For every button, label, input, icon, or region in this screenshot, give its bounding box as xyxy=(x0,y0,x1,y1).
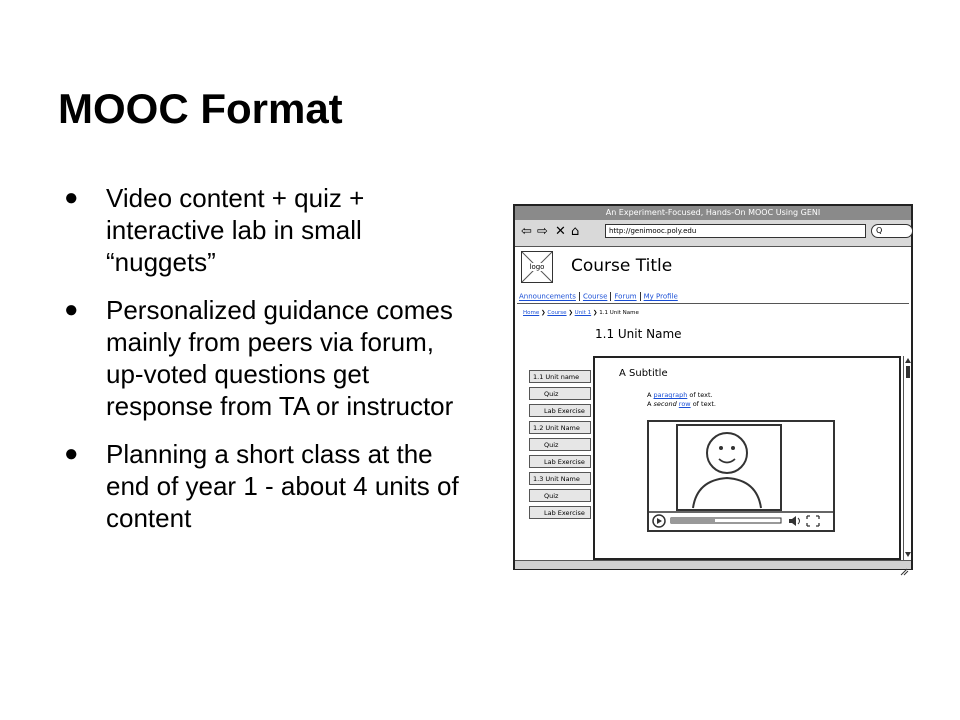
window-title-bar: An Experiment-Focused, Hands-On MOOC Using GENI xyxy=(515,206,911,220)
site-nav xyxy=(519,292,678,301)
bullet-text: Personalized guidance comes mainly from peers via forum, up-voted questions get response from TA or instructor xyxy=(106,295,454,421)
text-fragment: of text. xyxy=(692,400,716,408)
person-head-icon xyxy=(707,433,747,473)
person-eye-icon xyxy=(719,446,723,450)
url-bar[interactable]: http://genimooc.poly.edu xyxy=(605,224,866,238)
row-link[interactable]: row xyxy=(678,400,691,408)
bullet-item xyxy=(62,182,462,278)
content-text xyxy=(647,391,716,409)
logo-placeholder xyxy=(521,251,553,283)
unit-heading: 1.1 Unit Name xyxy=(595,327,682,341)
paragraph-link[interactable]: paragraph xyxy=(653,391,688,399)
slide-title: MOOC Format xyxy=(58,85,343,132)
bullet-item xyxy=(62,438,462,534)
bullet-icon: ● xyxy=(64,184,79,211)
breadcrumb-course[interactable]: Course xyxy=(547,310,567,316)
chevron-right-icon: ❯ xyxy=(592,310,598,316)
volume-wave-icon xyxy=(798,518,800,524)
breadcrumb-unit[interactable]: Unit 1 xyxy=(574,310,592,316)
text-fragment: A xyxy=(647,400,652,408)
breadcrumb-home[interactable]: Home xyxy=(523,310,540,316)
vertical-scrollbar[interactable] xyxy=(903,356,912,560)
browser-toolbar xyxy=(515,220,911,247)
scrollbar-graphic xyxy=(904,356,912,560)
bullet-text: Video content + quiz + interactive lab in small “nuggets” xyxy=(106,183,365,277)
scroll-up-icon[interactable] xyxy=(905,358,911,363)
resize-graphic xyxy=(515,568,911,576)
text-fragment: A xyxy=(647,391,652,399)
home-icon[interactable]: ⌂ xyxy=(571,224,580,239)
search-input[interactable]: Q xyxy=(871,224,913,238)
status-bar xyxy=(515,560,911,569)
sidebar-item-quiz[interactable]: Quiz xyxy=(529,438,591,451)
nav-link-profile[interactable]: My Profile xyxy=(643,292,678,301)
sidebar-item-quiz[interactable]: Quiz xyxy=(529,387,591,400)
scroll-down-icon[interactable] xyxy=(905,552,911,557)
bullet-icon: ● xyxy=(64,296,79,323)
progress-fill xyxy=(671,518,715,523)
sidebar-item-quiz[interactable]: Quiz xyxy=(529,489,591,502)
content-panel xyxy=(593,356,901,560)
content-subtitle: A Subtitle xyxy=(619,368,668,379)
bullet-icon: ● xyxy=(64,440,79,467)
sidebar-item-lab[interactable]: Lab Exercise xyxy=(529,506,591,519)
chevron-right-icon: ❯ xyxy=(568,310,573,316)
person-eye-icon xyxy=(731,446,735,450)
bullet-text: Planning a short class at the end of year 1 - about 4 units of content xyxy=(106,439,459,533)
volume-icon[interactable] xyxy=(789,516,796,526)
scroll-thumb[interactable] xyxy=(906,366,910,378)
nav-divider xyxy=(579,292,580,301)
nav-divider xyxy=(640,292,641,301)
sidebar-item-lab[interactable]: Lab Exercise xyxy=(529,455,591,468)
sidebar-item-lab[interactable]: Lab Exercise xyxy=(529,404,591,417)
chevron-right-icon: ❯ xyxy=(541,310,546,316)
breadcrumb xyxy=(523,310,639,316)
sidebar-item-unit[interactable]: 1.2 Unit Name xyxy=(529,421,591,434)
nav-divider xyxy=(610,292,611,301)
text-fragment: of text. xyxy=(689,391,713,399)
video-player[interactable] xyxy=(647,420,835,532)
text-emphasis: second xyxy=(653,400,677,408)
bullet-item xyxy=(62,294,462,422)
website-wireframe xyxy=(513,204,913,570)
close-icon[interactable]: ✕ xyxy=(555,224,566,239)
sidebar-item-unit[interactable]: 1.3 Unit Name xyxy=(529,472,591,485)
course-title: Course Title xyxy=(571,256,673,276)
sidebar-item-unit[interactable]: 1.1 Unit name xyxy=(529,370,591,383)
nav-divider-line xyxy=(517,303,909,304)
unit-sidebar xyxy=(529,370,591,523)
fullscreen-icon[interactable] xyxy=(807,516,819,526)
video-frame xyxy=(649,422,833,530)
breadcrumb-current: 1.1 Unit Name xyxy=(599,310,639,316)
bullet-list xyxy=(62,182,462,550)
nav-link-forum[interactable]: Forum xyxy=(614,292,637,301)
resize-grip-icon[interactable] xyxy=(901,569,908,575)
nav-link-course[interactable]: Course xyxy=(582,292,608,301)
forward-arrow-icon[interactable]: ⇨ xyxy=(537,224,548,239)
logo-label: logo xyxy=(529,263,545,271)
back-arrow-icon[interactable]: ⇦ xyxy=(521,224,532,239)
nav-link-announcements[interactable]: Announcements xyxy=(519,292,576,301)
